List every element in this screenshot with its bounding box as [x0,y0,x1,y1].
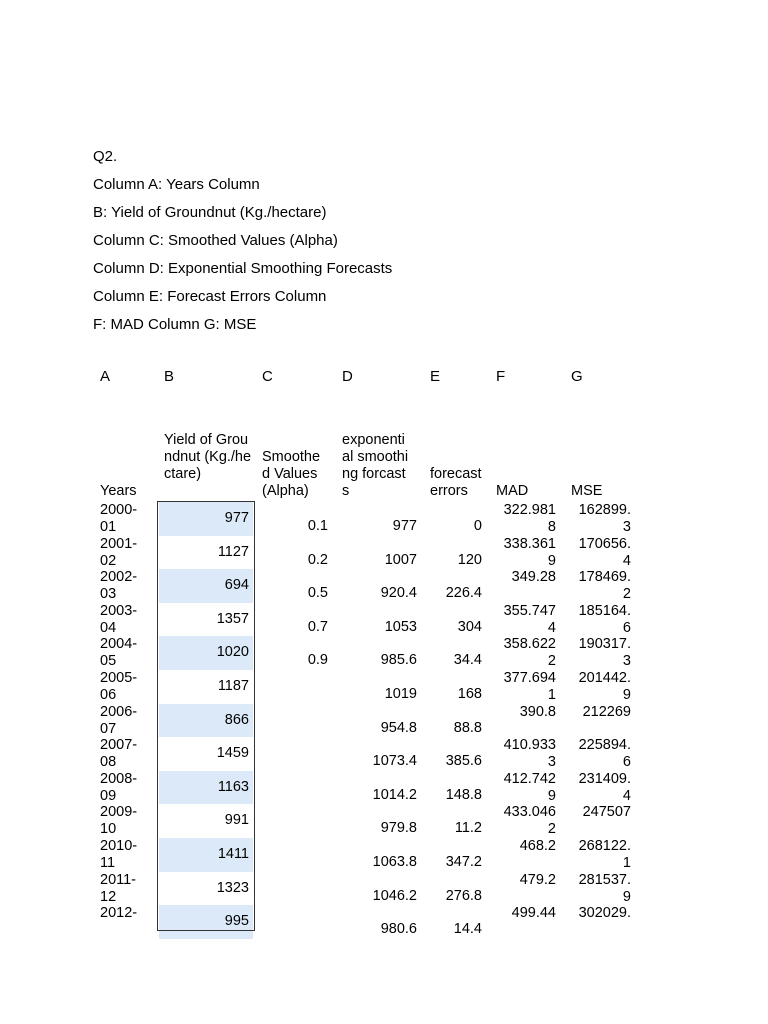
cell-alpha: 0.1 [307,518,328,534]
cell-year: 2001-02 [100,535,138,569]
cell-forecast: 1014.2 [372,786,417,803]
cell-yield-value: 866 [224,711,249,728]
cell-mse: 201442.9 [578,670,631,703]
cell-error: 148.8 [445,786,482,803]
yield-cell[interactable] [159,569,253,603]
cell-forecast: 1073.4 [372,753,417,770]
cell-yield-value: 977 [224,510,249,526]
cell-mad: 390.8 [519,703,556,720]
column-letter-e: E [430,368,441,385]
cell-mad: 338.3619 [503,535,556,569]
cell-forecast: 1019 [384,686,417,702]
cell-mad: 499.44 [511,905,556,922]
cell-yield-value: 1020 [216,644,249,661]
cell-error: 120 [457,551,482,568]
yield-cell[interactable] [159,636,253,670]
cell-mad: 479.2 [519,871,556,888]
header-yield: Yield of Groundnut (Kg./hectare) [164,432,252,482]
yield-cell[interactable] [159,771,253,805]
cell-yield-value: 1163 [217,778,249,795]
cell-yield-value: 995 [224,913,249,930]
cell-error: 34.4 [453,652,482,669]
yield-cell[interactable] [159,704,253,738]
cell-forecast: 1007 [384,551,417,568]
column-letter-a: A [100,368,111,385]
cell-mad: 468.2 [519,838,556,854]
cell-mse: 212269 [582,703,631,720]
cell-alpha: 0.9 [307,652,328,669]
column-a-description: Column A: Years Column [93,176,260,193]
cell-yield-value: 991 [224,812,249,829]
header-forecast: exponential smoothing forcasts [342,432,409,499]
cell-yield-value: 1323 [216,879,249,896]
cell-error: 276.8 [445,887,482,904]
cell-mse: 170656.4 [578,535,631,569]
cell-error: 347.2 [445,854,482,870]
header-mse: MSE [571,483,603,499]
yield-cell[interactable] [159,603,253,637]
cell-error: 168 [457,686,482,702]
cell-error: 385.6 [445,753,482,770]
yield-cell[interactable] [159,670,253,704]
cell-year: 2003-04 [100,602,138,636]
cell-error: 304 [457,618,482,635]
column-e-description: Column E: Forecast Errors Column [93,288,327,305]
cell-year: 2007-08 [100,737,138,771]
header-mad: MAD [496,483,529,499]
cell-mse: 185164.6 [578,602,631,636]
yield-cell[interactable] [159,872,253,906]
cell-yield-value: 694 [224,577,249,594]
cell-forecast: 1063.8 [372,854,417,870]
cell-mse: 281537.9 [578,871,631,905]
cell-mse: 225894.6 [578,737,631,771]
column-d-description: Column D: Exponential Smoothing Forecasts [93,260,393,277]
column-letter-g: G [571,368,583,385]
cell-mad: 349.28 [511,569,556,586]
cell-yield-value: 1127 [217,543,249,560]
cell-yield-value: 1187 [217,678,249,694]
yield-cell[interactable] [159,536,253,570]
cell-mse: 190317.3 [578,636,631,670]
column-letter-d: D [342,368,353,385]
cell-alpha: 0.7 [307,618,328,635]
yield-cell[interactable] [159,838,253,872]
yield-cell[interactable] [159,502,253,536]
cell-error: 11.2 [454,820,482,837]
cell-year: 2008-09 [100,770,138,804]
cell-mse: 178469.2 [578,569,631,603]
cell-mad: 377.6941 [503,670,556,703]
cell-year: 2000-01 [100,502,138,535]
cell-forecast: 954.8 [380,719,417,736]
cell-year: 2006-07 [100,703,138,737]
cell-mse: 162899.3 [578,502,631,535]
cell-forecast: 920.4 [380,585,417,602]
column-letter-b: B [164,368,175,385]
header-years: Years [100,483,137,499]
cell-forecast: 1053 [384,618,417,635]
yield-cell[interactable] [159,804,253,838]
column-c-description: Column C: Smoothed Values (Alpha) [93,232,338,249]
cell-year: 2009-10 [100,804,138,838]
cell-alpha: 0.5 [307,585,328,602]
cell-error: 226.4 [445,585,482,602]
cell-alpha: 0.2 [307,551,328,568]
cell-forecast: 980.6 [380,921,417,938]
cell-forecast: 985.6 [380,652,417,669]
question-number: Q2. [93,148,118,165]
cell-yield-value: 1357 [216,610,249,627]
header-alpha: Smoothed Values (Alpha) [262,449,321,499]
cell-mad: 358.6222 [503,636,556,670]
column-letter-f: F [496,368,506,385]
cell-mse: 268122.1 [578,838,631,871]
cell-yield-value: 1459 [216,745,249,762]
cell-mad: 410.9333 [503,737,556,771]
column-letter-c: C [262,368,273,385]
column-fg-description: F: MAD Column G: MSE [93,316,257,333]
cell-year: 2010-11 [100,838,138,871]
header-errors: forecast errors [430,466,482,499]
cell-mad: 433.0462 [503,804,556,838]
cell-error: 14.4 [453,921,482,938]
cell-yield-value: 1411 [217,846,249,862]
cell-mad: 355.7474 [503,602,556,636]
cell-mad: 412.7429 [503,770,556,804]
cell-forecast: 977 [392,518,417,534]
yield-cell[interactable] [159,737,253,771]
cell-year: 2012- [100,905,138,922]
cell-error: 0 [473,518,482,534]
yield-cell[interactable] [159,905,253,939]
cell-year: 2005-06 [100,670,138,703]
cell-mad: 322.9818 [503,502,556,535]
cell-forecast: 1046.2 [372,887,417,904]
cell-forecast: 979.8 [380,820,417,837]
question-text [93,143,392,339]
cell-error: 88.8 [453,719,482,736]
cell-year: 2011-12 [100,871,137,905]
column-b-description: B: Yield of Groundnut (Kg./hectare) [93,204,327,221]
cell-mse: 302029. [578,905,631,922]
cell-mse: 231409.4 [578,770,631,804]
cell-mse: 247507 [582,804,631,821]
cell-year: 2004-05 [100,636,138,670]
cell-year: 2002-03 [100,569,138,603]
